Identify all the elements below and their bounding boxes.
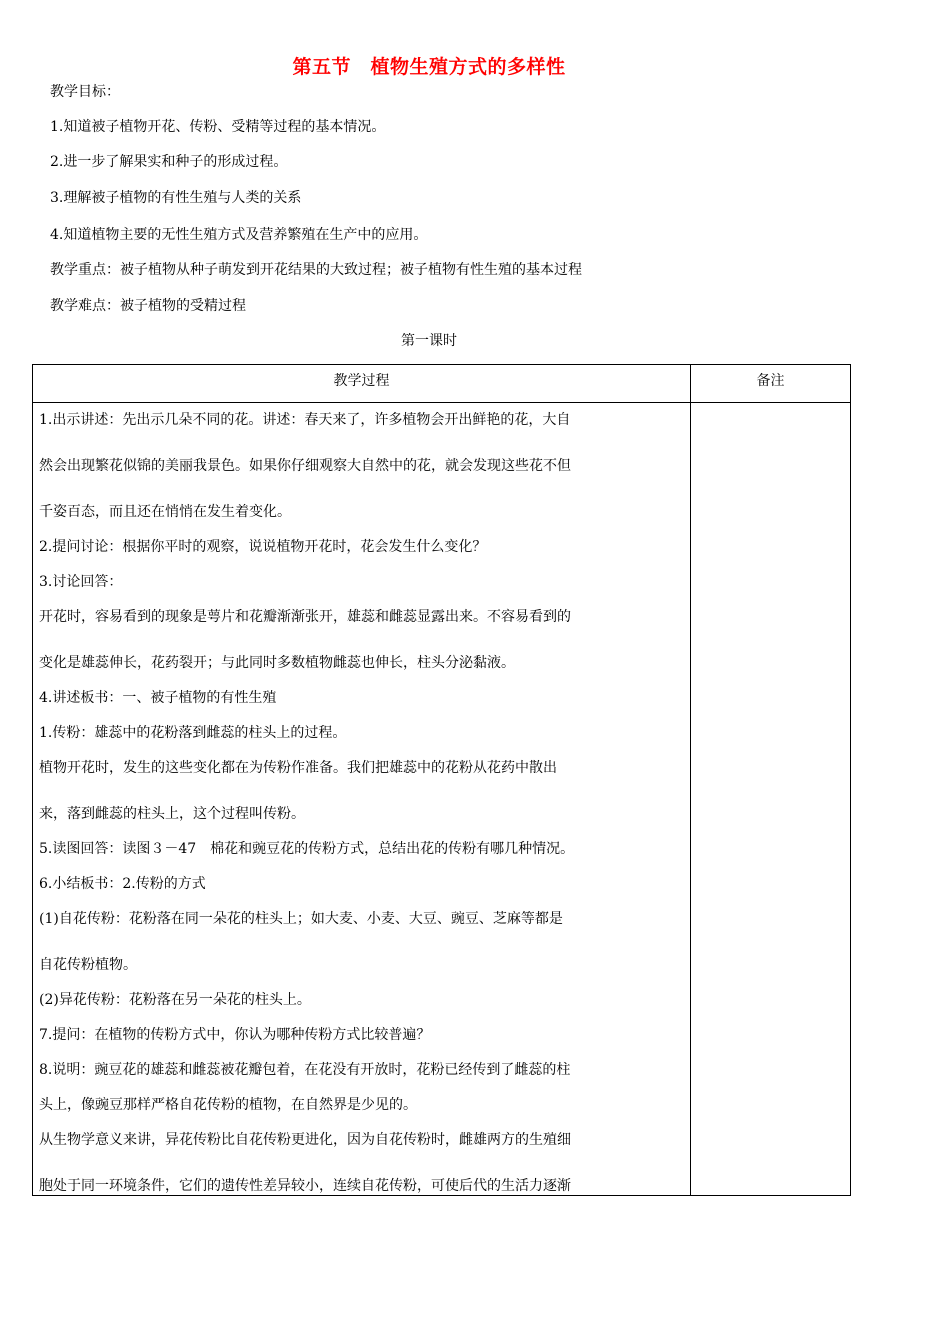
process-line-15: 自花传粉植物。 bbox=[39, 957, 137, 973]
process-line-2: 然会出现繁花似锦的美丽我景色。如果你仔细观察大自然中的花，就会发现这些花不但 bbox=[39, 458, 571, 474]
process-line-14: (1)自花传粉：花粉落在同一朵花的柱头上；如大麦、小麦、大豆、豌豆、芝麻等都是 bbox=[39, 911, 563, 927]
process-line-3: 千姿百态，而且还在悄悄在发生着变化。 bbox=[39, 504, 291, 520]
process-line-10: 植物开花时，发生的这些变化都在为传粉作准备。我们把雄蕊中的花粉从花药中散出 bbox=[39, 760, 557, 776]
remarks-cell bbox=[691, 403, 851, 1196]
process-line-11: 来，落到雌蕊的柱头上，这个过程叫传粉。 bbox=[39, 806, 305, 822]
process-line-17: 7.提问：在植物的传粉方式中，你认为哪种传粉方式比较普遍？ bbox=[39, 1027, 431, 1043]
objectives-heading: 教学目标： bbox=[50, 84, 120, 100]
lesson-plan-table bbox=[32, 364, 851, 1196]
process-line-20: 从生物学意义来讲，异花传粉比自花传粉更进化，因为自花传粉时，雌雄两方的生殖细 bbox=[39, 1132, 571, 1148]
objective-item-2: 2.进一步了解果实和种子的形成过程。 bbox=[50, 154, 288, 170]
process-line-7: 变化是雄蕊伸长，花药裂开；与此同时多数植物雌蕊也伸长，柱头分泌黏液。 bbox=[39, 655, 515, 671]
process-line-1: 1.出示讲述：先出示几朵不同的花。讲述：春天来了，许多植物会开出鲜艳的花，大自 bbox=[39, 412, 571, 428]
objective-item-3: 3.理解被子植物的有性生殖与人类的关系 bbox=[50, 190, 302, 206]
objective-item-1: 1.知道被子植物开花、传粉、受精等过程的基本情况。 bbox=[50, 119, 386, 135]
process-line-18: 8.说明：豌豆花的雄蕊和雌蕊被花瓣包着，在花没有开放时，花粉已经传到了雌蕊的柱 bbox=[39, 1062, 571, 1078]
teaching-process-cell bbox=[33, 403, 691, 1196]
process-line-16: (2)异花传粉：花粉落在另一朵花的柱头上。 bbox=[39, 992, 311, 1008]
process-line-12: 5.读图回答：读图３－47 棉花和豌豆花的传粉方式，总结出花的传粉有哪几种情况。 bbox=[39, 841, 575, 857]
objective-item-4: 4.知道植物主要的无性生殖方式及营养繁殖在生产中的应用。 bbox=[50, 227, 428, 243]
process-line-9: 1.传粉：雄蕊中的花粉落到雌蕊的柱头上的过程。 bbox=[39, 725, 347, 741]
process-line-8: 4.讲述板书：一、被子植物的有性生殖 bbox=[39, 690, 277, 706]
table-row bbox=[33, 403, 851, 1196]
table-header-row bbox=[33, 365, 851, 403]
process-line-6: 开花时，容易看到的现象是萼片和花瓣渐渐张开，雄蕊和雌蕊显露出来。不容易看到的 bbox=[39, 609, 571, 625]
lesson-label: 第一课时 bbox=[401, 333, 457, 349]
difficulties: 教学难点：被子植物的受精过程 bbox=[50, 298, 246, 314]
process-line-19: 头上，像豌豆那样严格自花传粉的植物，在自然界是少见的。 bbox=[39, 1097, 417, 1113]
header-remarks: 备注 bbox=[691, 365, 851, 403]
key-points: 教学重点：被子植物从种子萌发到开花结果的大致过程；被子植物有性生殖的基本过程 bbox=[50, 262, 582, 278]
page-title: 第五节 植物生殖方式的多样性 bbox=[292, 56, 566, 78]
process-line-4: 2.提问讨论：根据你平时的观察，说说植物开花时，花会发生什么变化？ bbox=[39, 539, 487, 555]
header-teaching-process: 教学过程 bbox=[33, 365, 691, 403]
process-line-13: 6.小结板书：2.传粉的方式 bbox=[39, 876, 206, 892]
process-line-21: 胞处于同一环境条件，它们的遗传性差异较小，连续自花传粉，可使后代的生活力逐渐 bbox=[39, 1178, 571, 1194]
process-line-5: 3.讨论回答： bbox=[39, 574, 123, 590]
